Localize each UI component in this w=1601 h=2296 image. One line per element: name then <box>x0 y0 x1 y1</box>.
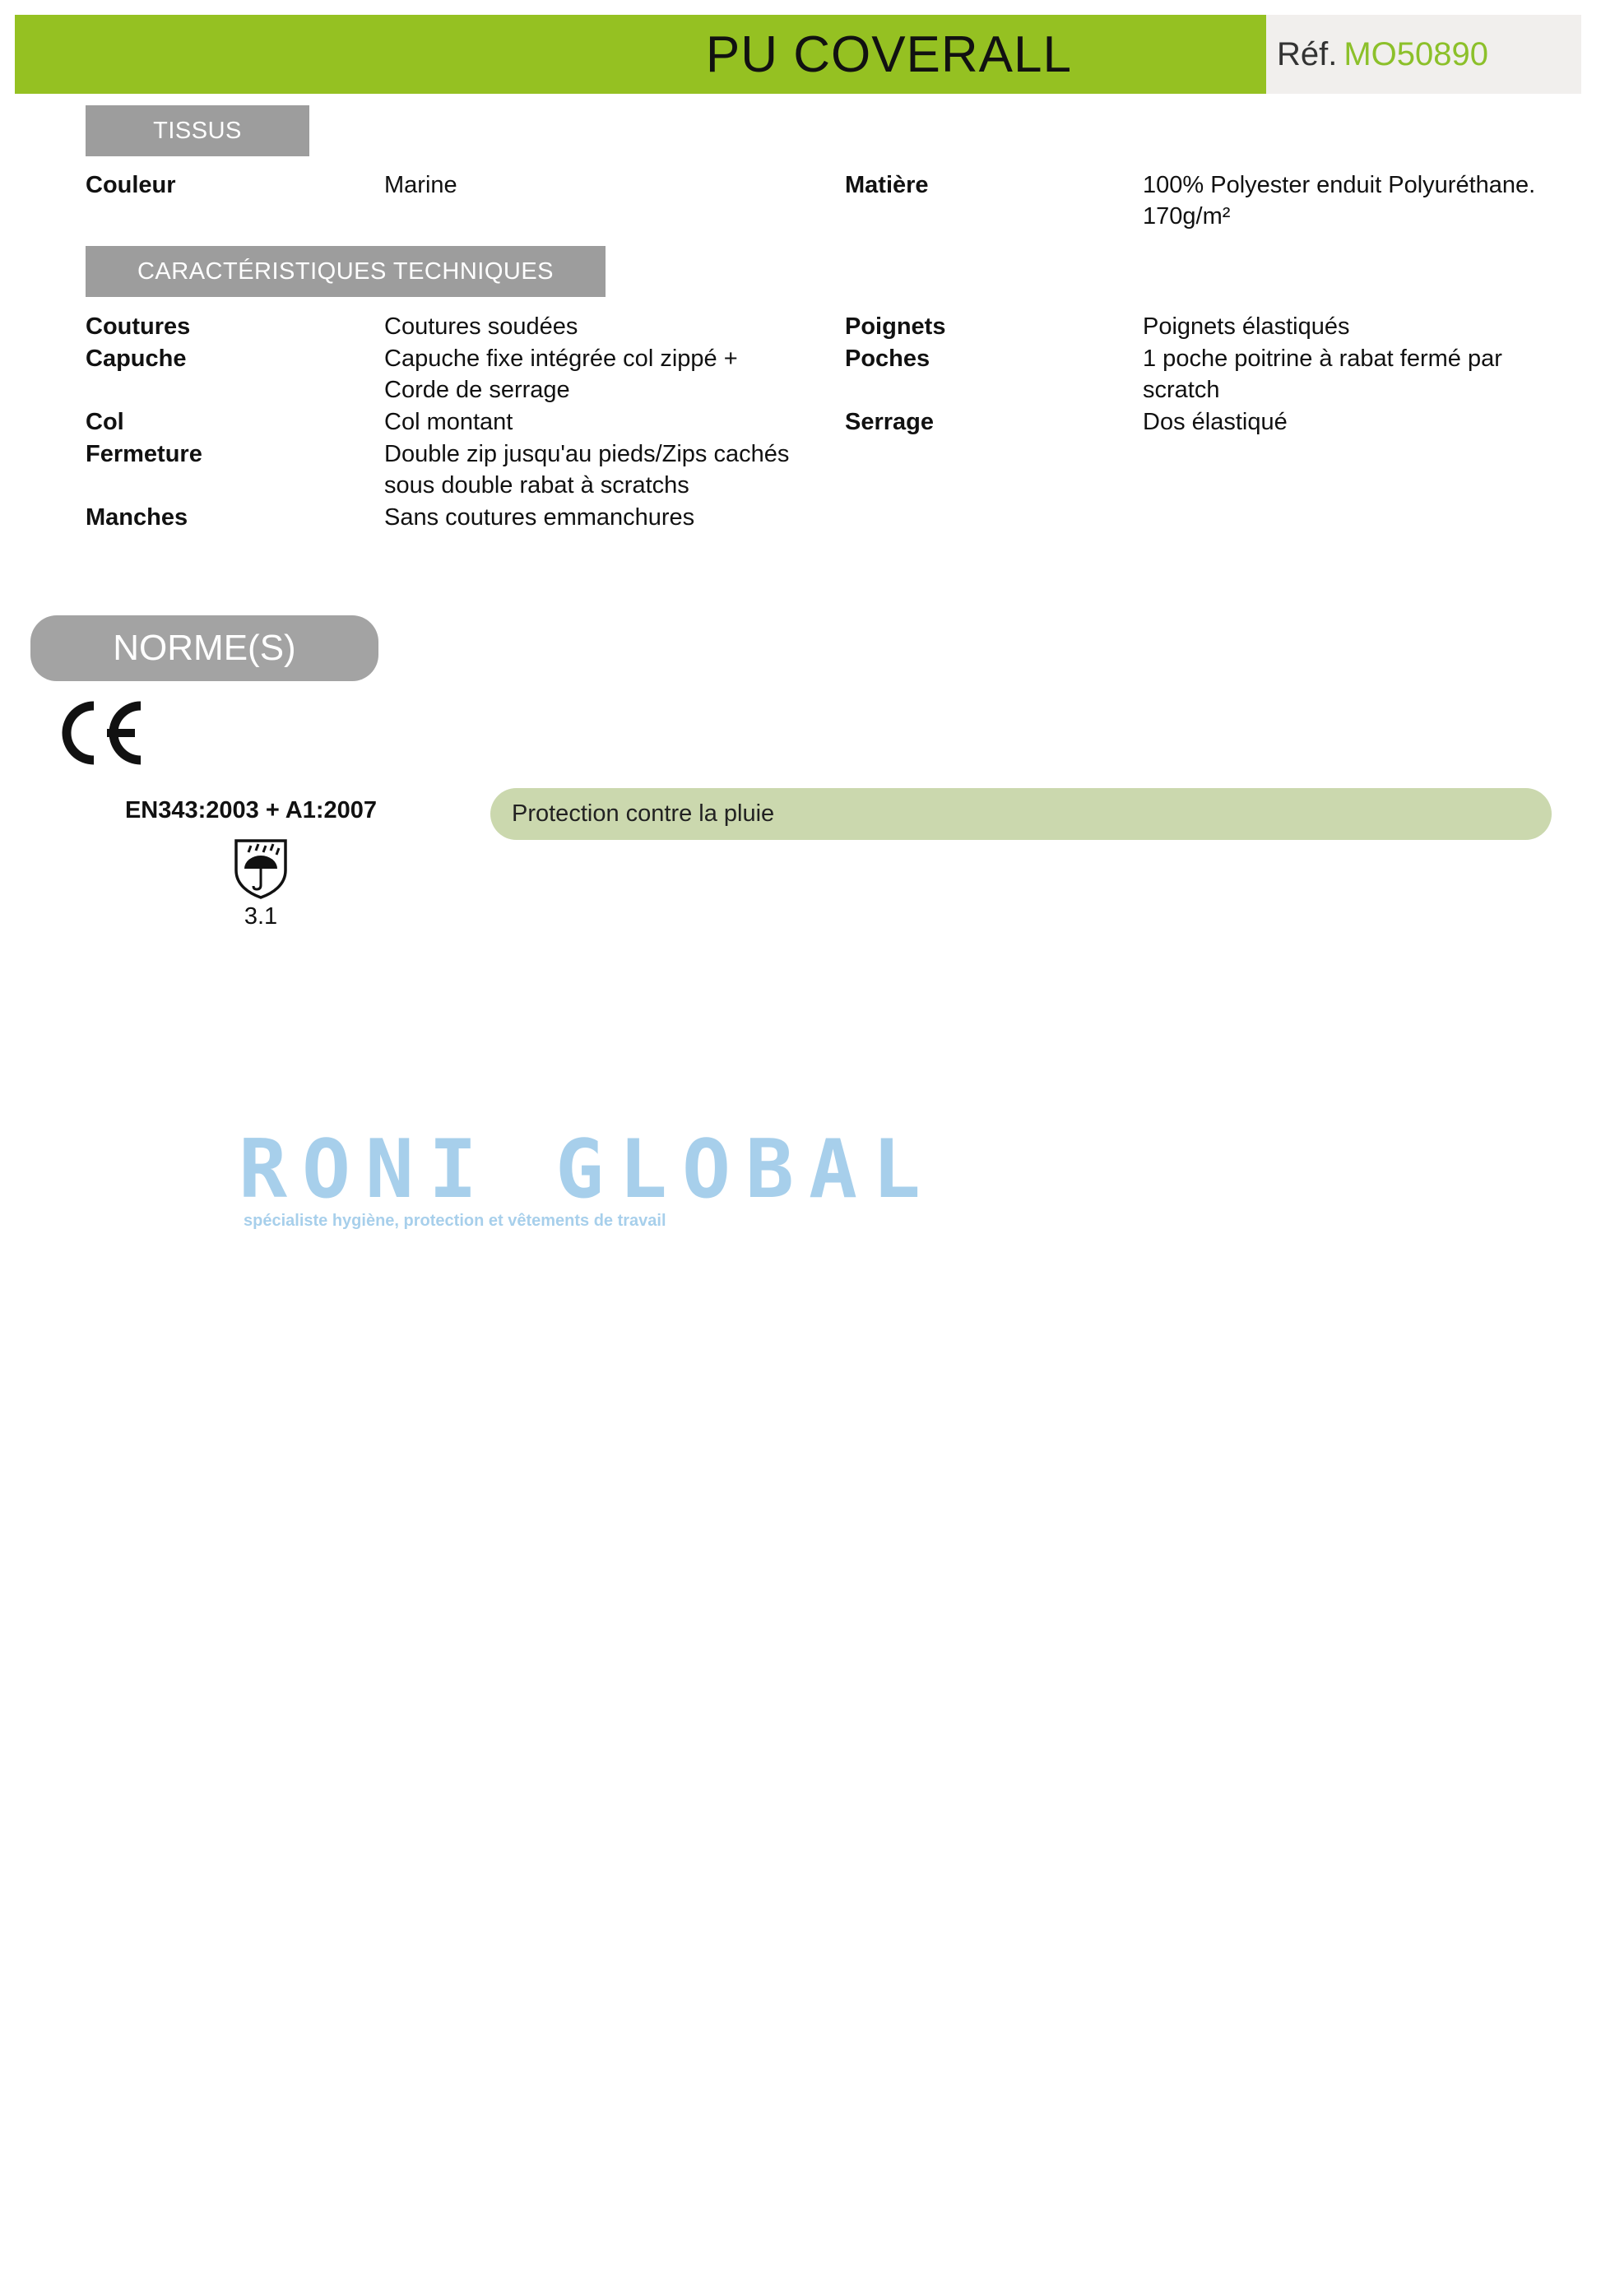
fermeture-value-line1: Double zip jusqu'au pieds/Zips cachés <box>384 441 790 467</box>
serrage-label: Serrage <box>845 409 935 435</box>
capuche-label: Capuche <box>86 346 187 372</box>
matiere-value-line1: 100% Polyester enduit Polyuréthane. <box>1143 172 1536 198</box>
standard-description: Protection contre la pluie <box>490 788 1552 840</box>
standard-level: 3.1 <box>244 903 278 930</box>
section-caracteristiques-tab: CARACTÉRISTIQUES TECHNIQUES <box>86 246 606 297</box>
coutures-label: Coutures <box>86 313 191 340</box>
couleur-value: Marine <box>384 172 457 198</box>
poignets-label: Poignets <box>845 313 946 340</box>
matiere-value-line2: 170g/m² <box>1143 203 1231 230</box>
matiere-label: Matière <box>845 172 929 198</box>
poches-value-line2: scratch <box>1143 377 1220 403</box>
section-normes-tab: NORME(S) <box>30 615 378 681</box>
couleur-label: Couleur <box>86 172 176 198</box>
rain-umbrella-shield-icon <box>233 837 289 900</box>
manches-value: Sans coutures emmanchures <box>384 504 695 531</box>
fermeture-value-line2: sous double rabat à scratchs <box>384 472 689 499</box>
capuche-value-line1: Capuche fixe intégrée col zippé + <box>384 346 738 372</box>
manches-label: Manches <box>86 504 188 531</box>
watermark-brand: RONI GLOBAL <box>239 1123 936 1217</box>
coutures-value: Coutures soudées <box>384 313 578 340</box>
standard-code: EN343:2003 + A1:2007 <box>124 797 378 823</box>
fermeture-label: Fermeture <box>86 441 202 467</box>
poches-value-line1: 1 poche poitrine à rabat fermé par <box>1143 346 1502 372</box>
col-label: Col <box>86 409 124 435</box>
watermark-tagline: spécialiste hygiène, protection et vêtements de travail <box>244 1212 666 1230</box>
reference-code: MO50890 <box>1343 35 1489 72</box>
poignets-value: Poignets élastiqués <box>1143 313 1350 340</box>
watermark-logo <box>239 1123 946 1230</box>
reference-label: Réf. <box>1277 35 1338 72</box>
section-tissus-tab: TISSUS <box>86 105 309 156</box>
header-bar <box>15 15 1266 94</box>
ce-mark-icon <box>53 699 145 767</box>
product-title: PU COVERALL <box>705 26 1072 83</box>
col-value: Col montant <box>384 409 513 435</box>
capuche-value-line2: Corde de serrage <box>384 377 570 403</box>
reference-box <box>1266 15 1581 94</box>
poches-label: Poches <box>845 346 930 372</box>
serrage-value: Dos élastiqué <box>1143 409 1288 435</box>
